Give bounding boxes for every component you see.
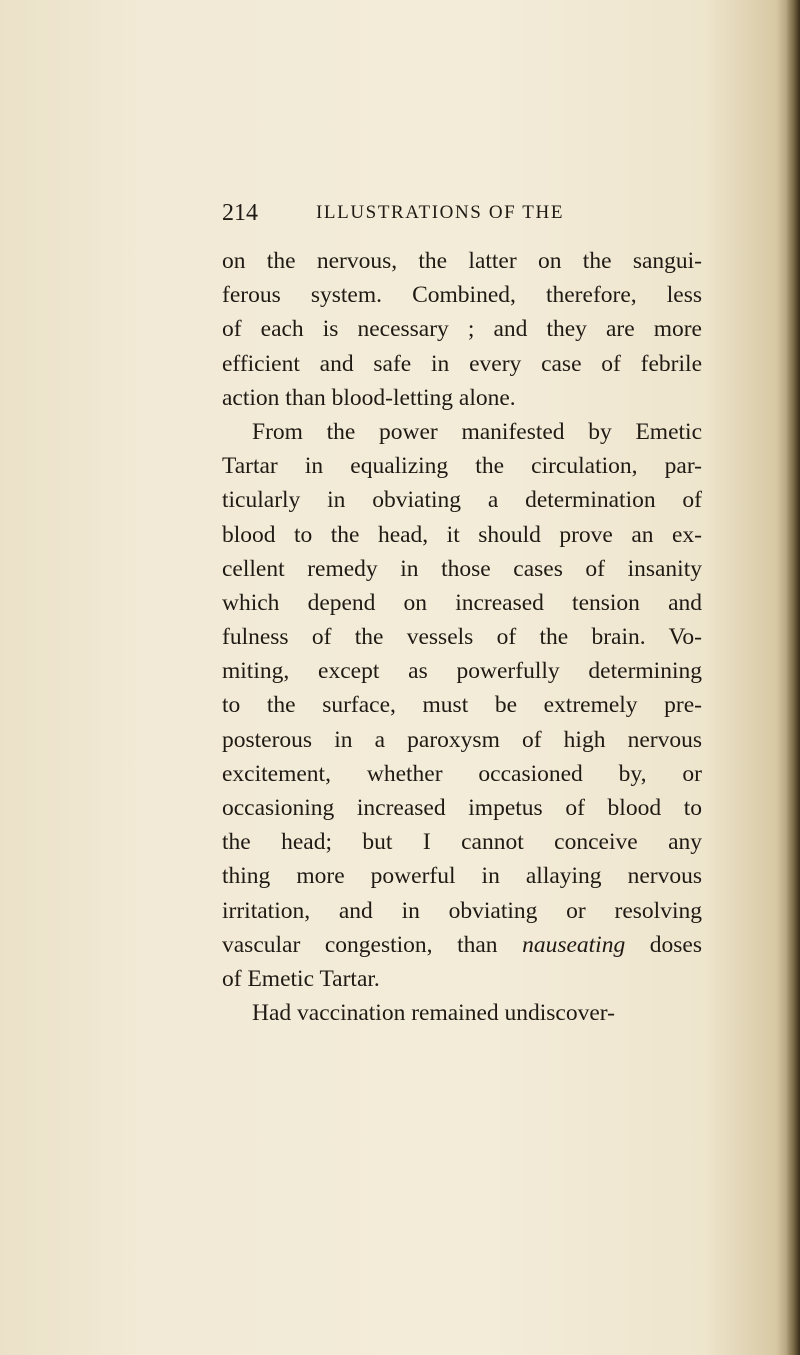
body-text [222, 244, 702, 1030]
text-line: of Emetic Tartar. [222, 965, 380, 992]
italic-word: nauseating [522, 931, 626, 958]
text-line: posterous in a paroxysm of high nervous [222, 726, 702, 753]
text-line: cellent remedy in those cases of insanity [222, 555, 702, 582]
text-line: ferous system. Combined, therefore, less [222, 282, 702, 309]
text-line: blood to the head, it should prove an ex- [222, 521, 702, 548]
page-number: 214 [222, 200, 258, 226]
page-edge-shadow [786, 0, 800, 1355]
text-line-with-italic [222, 928, 702, 962]
text-line: action than blood-letting alone. [222, 384, 516, 411]
text-segment: vascular congestion, than [222, 931, 523, 958]
text-line: excitement, whether occasioned by, or [222, 760, 702, 787]
text-line: thing more powerful in allaying nervous [222, 863, 702, 890]
text-line: irritation, and in obviating or resolving [222, 897, 702, 924]
text-line: of each is necessary ; and they are more [222, 316, 702, 343]
text-line: ticularly in obviating a determination of [222, 487, 702, 514]
running-title: ILLUSTRATIONS OF THE [316, 202, 565, 223]
text-line: which depend on increased tension and [222, 589, 702, 616]
text-line: to the surface, must be extremely pre- [222, 692, 702, 719]
text-line: the head; but I cannot conceive any [222, 829, 702, 856]
text-line: efficient and safe in every case of febrile [222, 350, 702, 377]
text-line: From the power manifested by Emetic [252, 418, 702, 445]
text-line: occasioning increased impetus of blood to [222, 795, 702, 821]
text-line: fulness of the vessels of the brain. Vo- [222, 624, 702, 651]
text-line: Tartar in equalizing the circulation, par- [222, 453, 702, 480]
text-line: on the nervous, the latter on the sangui- [222, 248, 702, 274]
text-line: Had vaccination remained undiscover- [252, 1000, 615, 1027]
text-segment: doses [625, 931, 702, 958]
running-head [222, 200, 642, 234]
text-line: miting, except as powerfully determining [222, 658, 702, 685]
